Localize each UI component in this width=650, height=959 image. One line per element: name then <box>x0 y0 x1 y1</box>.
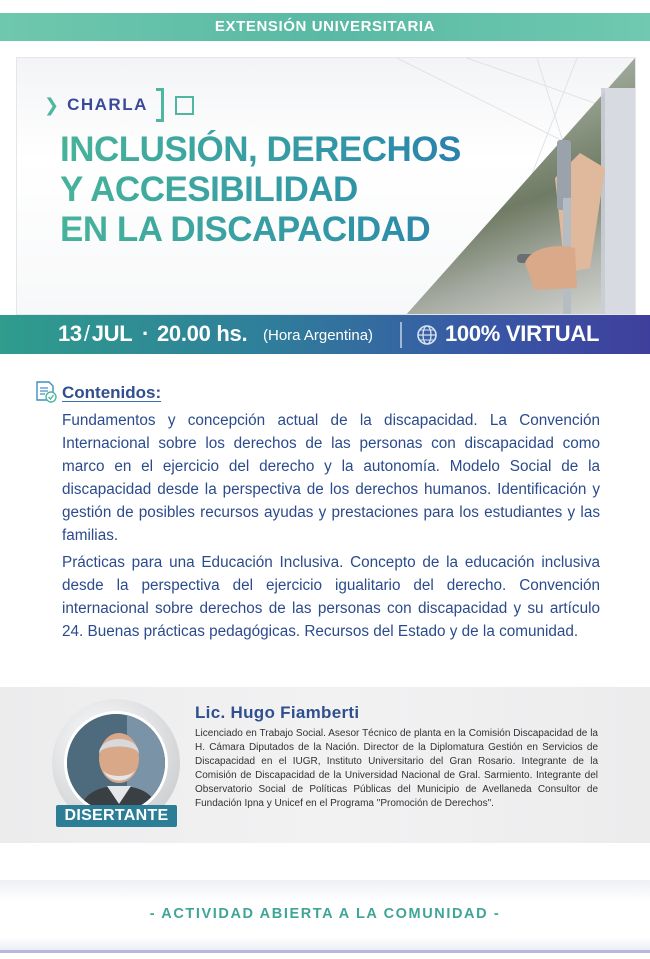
document-check-icon <box>34 380 58 404</box>
globe-icon <box>416 324 438 346</box>
kicker-label: CHARLA <box>67 95 148 114</box>
separator-dot: · <box>142 321 150 346</box>
event-title <box>60 130 500 250</box>
top-strip <box>0 0 650 10</box>
date-slash: / <box>83 321 90 346</box>
event-day: 13 <box>58 321 82 346</box>
speaker-bio: Licenciado en Trabajo Social. Asesor Técnico de planta en la Comisión Discapacidad de la H. Cámara Diputados de la Nación. Director de la Diplomatura Gestión en Servicios de Discapacidad en el IUGR, Instituto Universitario del Gran Rosario. Integrante de la Comisión de Discapacidad de la Universidad Nacional de Gral. Sarmiento. Integrante del Observatorio Social de Políticas Públicas del Municipio de Avellaneda Consultor de Fundación Ipna y Unicef en el Programa "Promoción de Derechos". <box>195 728 598 809</box>
contents-paragraph: Prácticas para una Educación Inclusiva. Concepto de la educación inclusiva desde la perspectiva del ejercicio igualitario del derecho. Convención internacional sobre derechos de las personas con discapacidad y su artículo 24. Buenas prácticas pedagógicas. Recursos del Estado y de la comunidad. <box>62 554 600 640</box>
vertical-divider <box>400 322 402 348</box>
event-modality: 100% VIRTUAL <box>445 321 600 346</box>
title-line: Y ACCESIBILIDAD <box>60 170 358 209</box>
contents-paragraph: Fundamentos y concepción actual de la discapacidad. La Convención Internacional sobre los derechos de las personas con discapacidad como marco en el ejercicio del derecho y la autonomía. Modelo Social de la discapacidad desde la perspectiva de los derechos humanos. Identificación y gestión de posibles recursos ayudas y prestaciones para los estudiantes y las familias. <box>62 412 600 544</box>
title-line: EN LA DISCAPACIDAD <box>60 210 431 249</box>
contents-heading: Contenidos: <box>62 383 162 402</box>
event-info-band <box>0 315 650 354</box>
header-band: EXTENSIÓN UNIVERSITARIA <box>0 13 650 41</box>
speaker-avatar <box>64 711 168 815</box>
event-timezone: (Hora Argentina) <box>263 327 374 344</box>
bracket-shape <box>156 88 164 122</box>
event-date <box>58 321 132 347</box>
footer-line <box>0 950 650 953</box>
event-time: 20.00 hs. <box>157 321 248 346</box>
kicker-row <box>44 88 194 122</box>
speaker-badge: DISERTANTE <box>56 805 177 827</box>
footer-text: - ACTIVIDAD ABIERTA A LA COMUNIDAD - <box>149 906 501 922</box>
speaker-name: Lic. Hugo Fiamberti <box>195 703 360 722</box>
event-month: JUL <box>91 321 133 346</box>
title-line: INCLUSIÓN, DERECHOS <box>60 130 461 169</box>
square-outline-icon <box>175 96 194 115</box>
chevron-right-icon: ❯ <box>44 94 60 115</box>
